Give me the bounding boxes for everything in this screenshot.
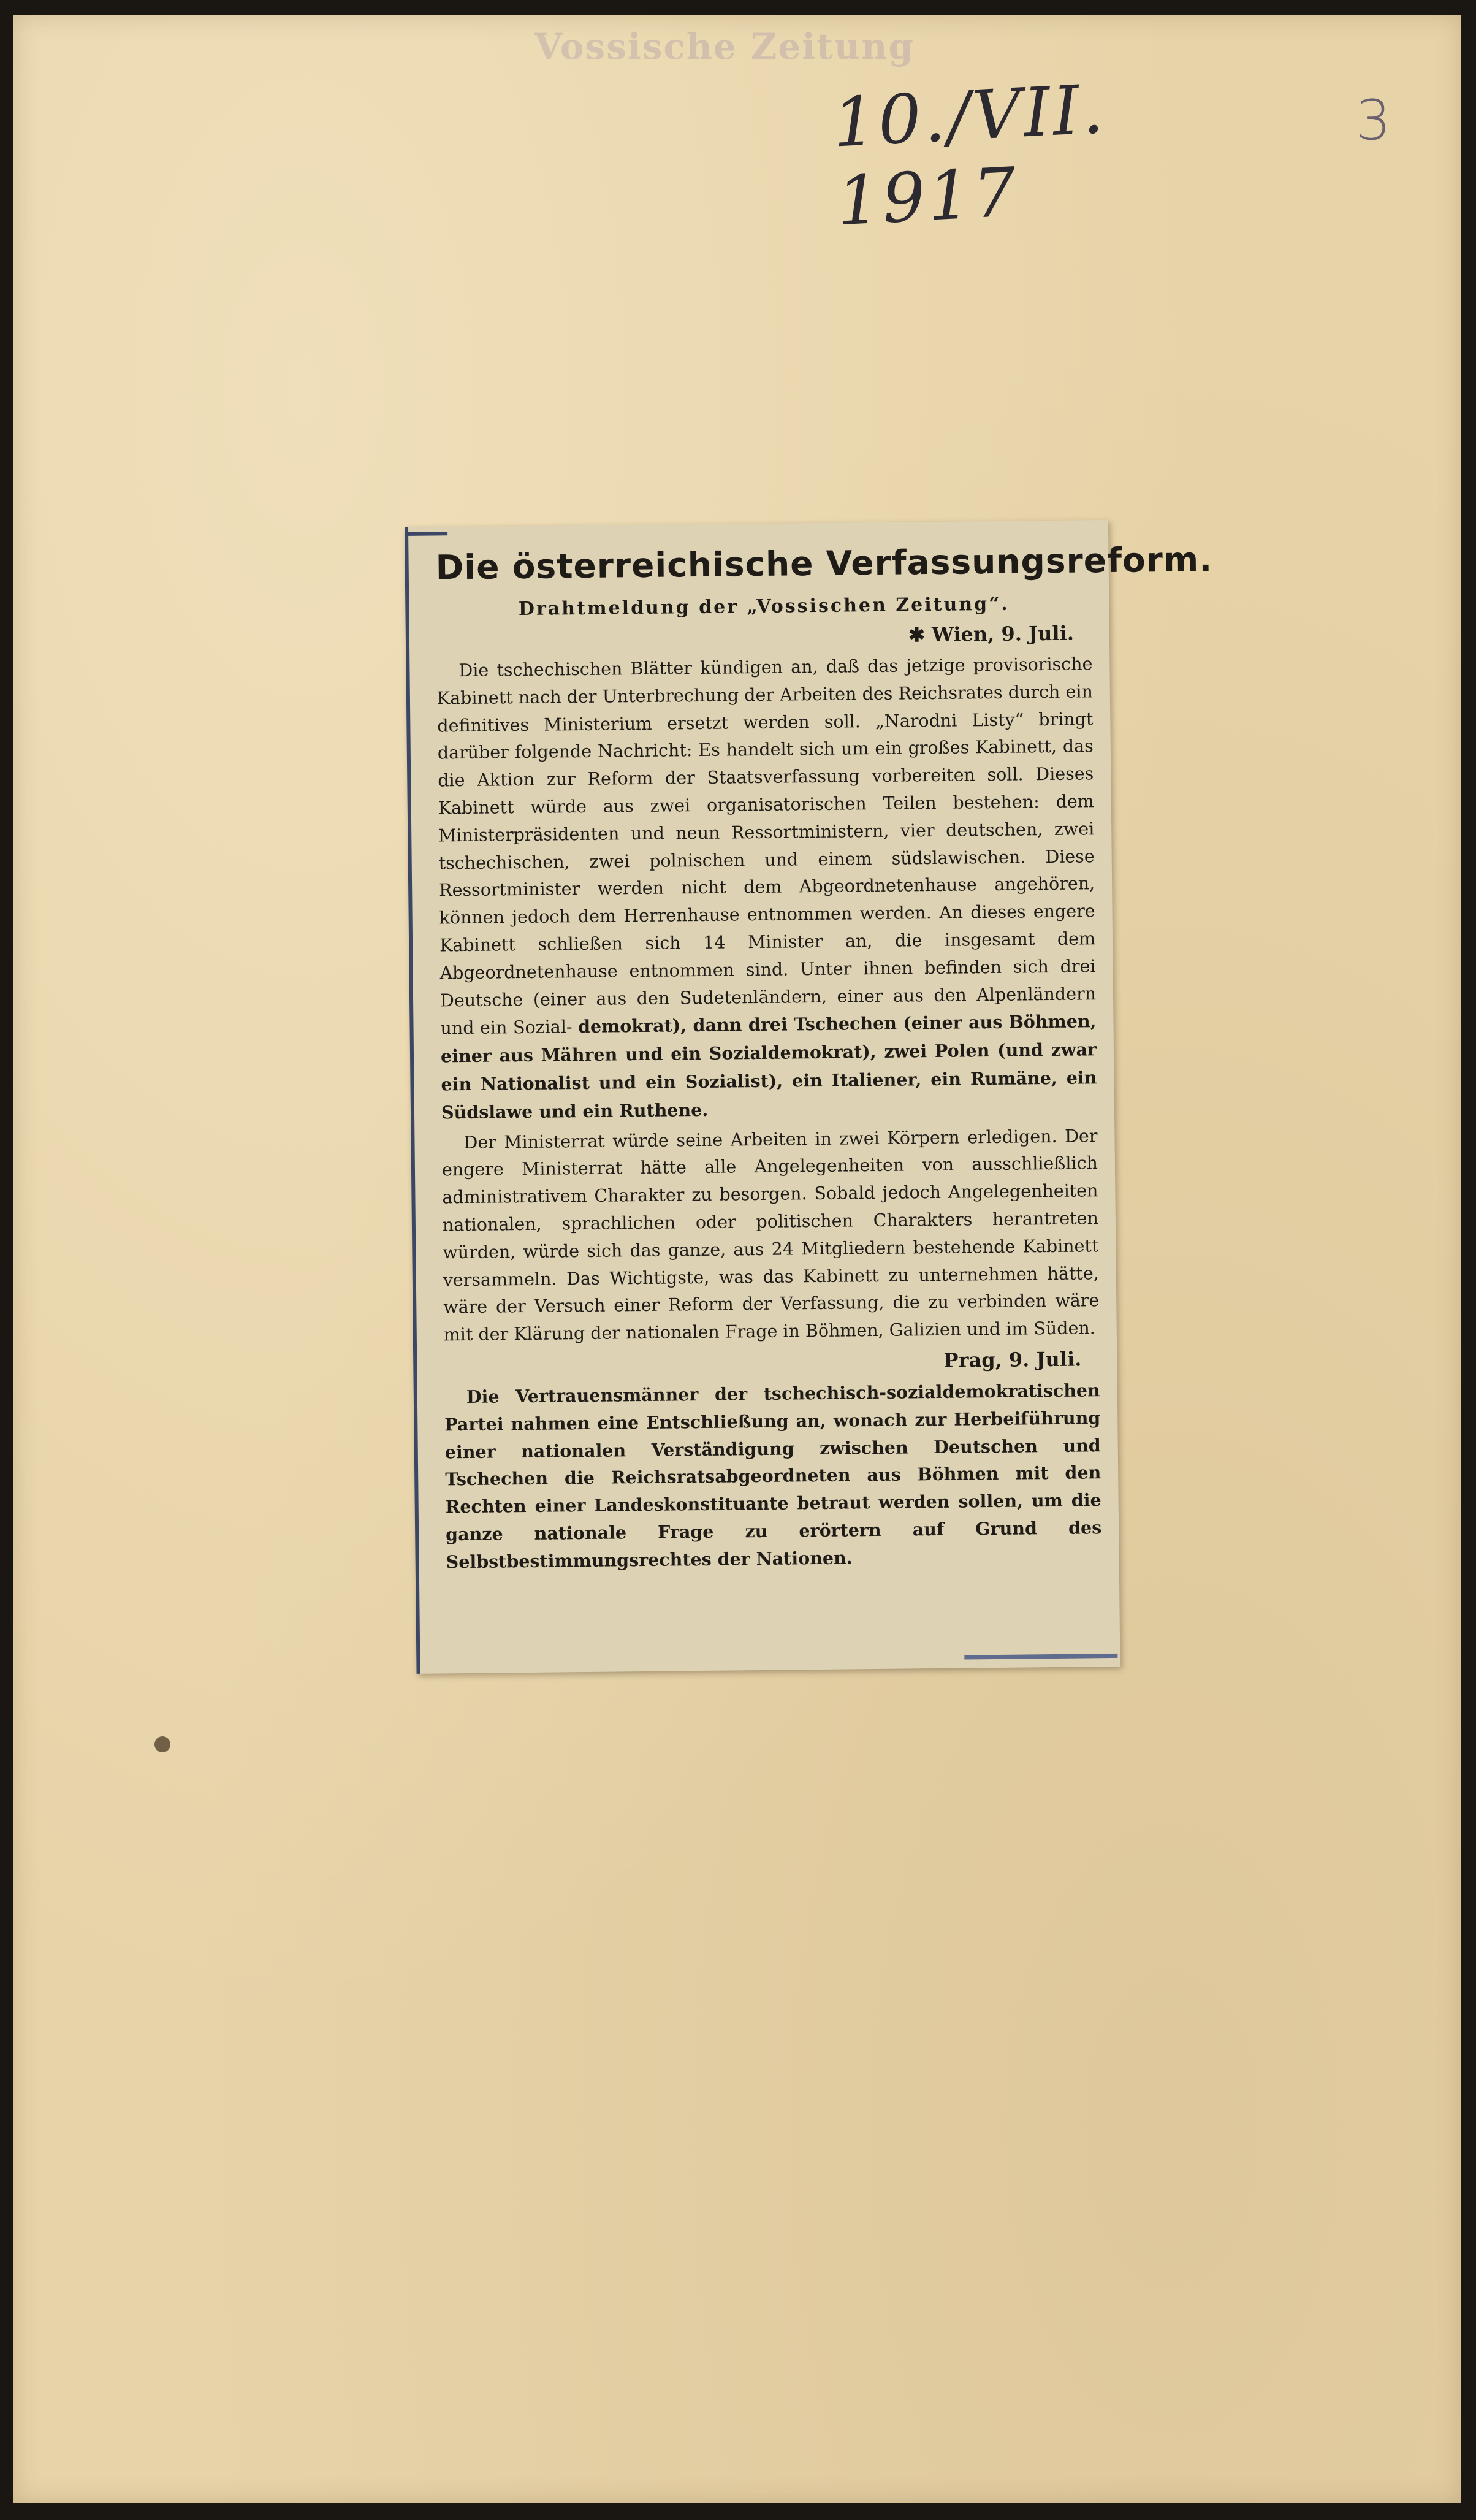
handwritten-date: 10./VII. 1917: [831, 69, 1108, 241]
article-headline: Die österreichische Verfassungsreform.: [435, 540, 1213, 587]
newspaper-stamp: Vossische Zeitung: [534, 26, 915, 67]
paragraph-3: Die Vertrauensmänner der tschechisch-sozialdemokratischen Partei nahmen eine Entschließung an, wonach zur Herbeiführung einer nationalen Verständigung zwischen Deutschen und Tschechen die Reichsratsabgeordneten aus Böhmen mit den Rechten einer Landeskonstituante betraut werden sollen, um die ganze nationale Frage zu erörtern auf Grund des Selbstbestimmungsrechtes der Nationen.: [444, 1380, 1102, 1573]
dateline-prague: Prag, 9. Juli.: [943, 1347, 1082, 1372]
page-number: 3: [1356, 88, 1391, 153]
newspaper-clipping: [405, 520, 1213, 1674]
paragraph-1-text: Die tschechischen Blätter kündigen an, daß das jetzige provisorische Kabinett nach der Unterbrechung der Arbeiten des Reichsrates durch ein definitives Ministerium ersetzt werden soll. „Narodni Listy“ bringt darüber folgende Nachricht: Es handelt sich um ein großes Kabinett, das die Aktion zur Reform der Staatsverfassung vorbereiten soll. Dieses Kabinett würde aus zwei organisatorischen Teilen bestehen: dem Ministerpräsidenten und neun Ressortministern, vier deutschen, zwei tschechischen, zwei polnischen und einem südslawischen. Diese Ressortminister werden nicht dem Abgeordnetenhause angehören, können jedoch dem Herrenhause entnommen werden. An dieses engere Kabinett schließen sich 14 Minister an, die insgesamt dem Abgeordnetenhause entnommen sind. Unter ihnen befinden sich drei Deutsche (einer aus den Sudetenländern, einer aus den Alpenländern und ein Sozial-: [436, 654, 1097, 1039]
paragraph-1: [436, 651, 1097, 1127]
article-subheadline: Drahtmeldung der „Vossischen Zeitung“.: [518, 593, 1010, 620]
paragraph-2: Der Ministerrat würde seine Arbeiten in zwei Körpern erledigen. Der engere Ministerrat hätte alle Angelegenheiten von ausschließlich administrativem Charakter zu besorgen. Sobald jedoch Angelegenheiten nationalen, sprachlichen oder politischen Charakters herantreten würden, würde sich das ganze, aus 24 Mitgliedern bestehende Kabinett versammeln. Das Wichtigste, was das Kabinett zu unternehmen hätte, wäre der Versuch einer Reform der Verfassung, die zu verbinden wäre mit der Klärung der nationalen Frage in Böhmen, Galizien und im Süden.: [441, 1125, 1100, 1345]
paper-stain: [154, 1736, 170, 1752]
dateline-vienna: ✱ Wien, 9. Juli.: [908, 621, 1075, 647]
paragraph-1-bold-tail: demokrat), dann drei Tschechen (einer aus Böhmen, einer aus Mähren und ein Sozialdemokrat), zwei Polen (und zwar ein Nationalist und ein Sozialist), ein Italiener, ein Rumäne, ein Südslawe und ein Ruthene.: [440, 1010, 1097, 1123]
